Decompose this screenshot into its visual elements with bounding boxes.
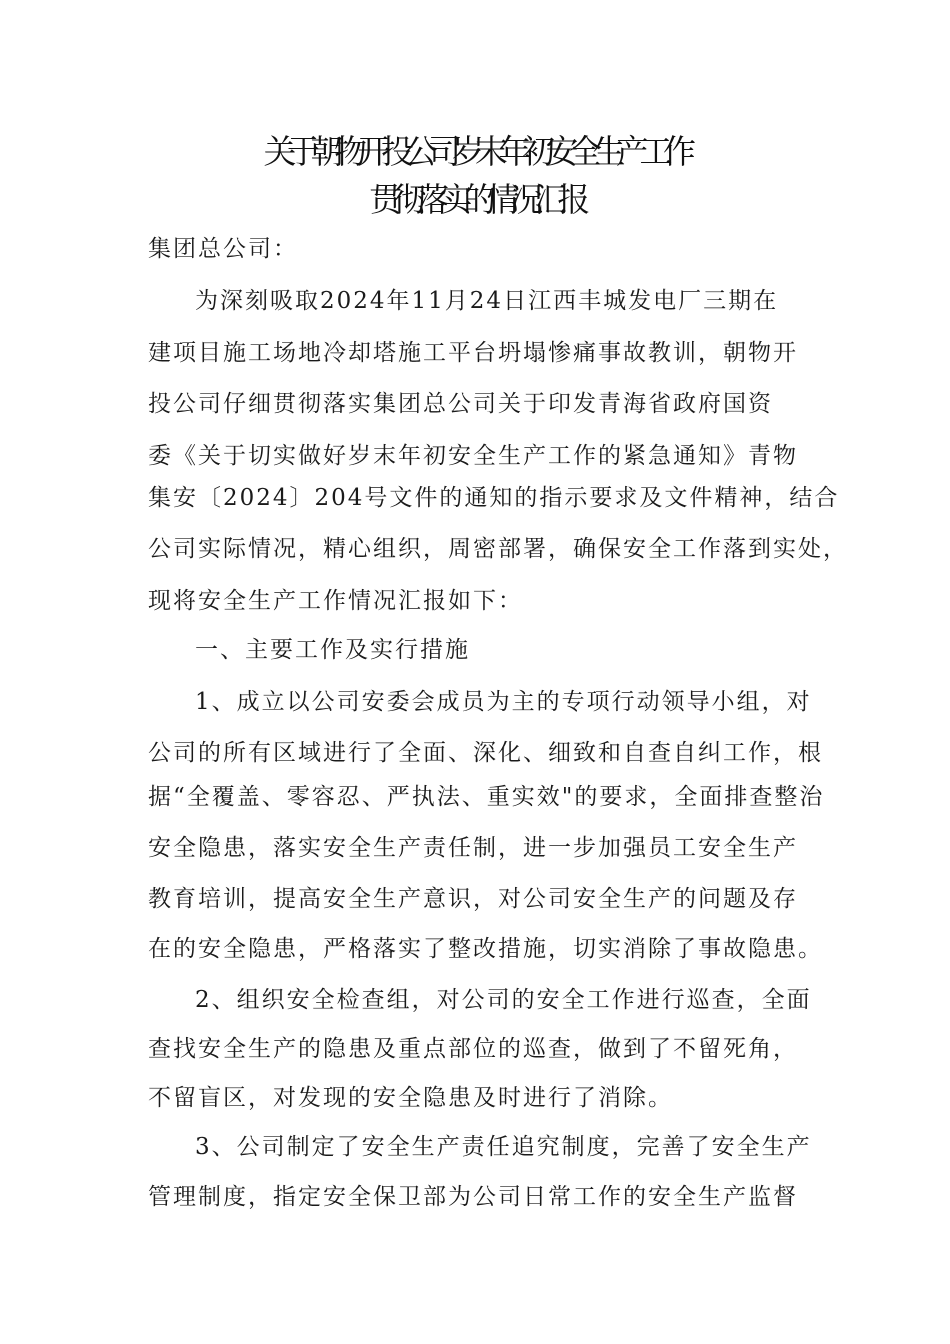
paragraph-line: 2、组织安全检查组，对公司的安全工作进行巡查，全面 xyxy=(195,987,812,1013)
paragraph-line: 建项目施工场地冷却塔施工平台坍塌惨痛事故教训，朝物开 xyxy=(148,340,798,366)
paragraph-line: 不留盲区，对发现的安全隐患及时进行了消除。 xyxy=(148,1085,673,1111)
paragraph-line: 教育培训，提高安全生产意识，对公司安全生产的问题及存 xyxy=(148,886,798,912)
paragraph-line: 安全隐患，落实安全生产责任制，进一步加强员工安全生产 xyxy=(148,835,798,861)
paragraph-line: 投公司仔细贯彻落实集团总公司关于印发青海省政府国资 xyxy=(148,391,773,417)
paragraph-line: 集安〔2024〕204号文件的通知的指示要求及文件精神，结合 xyxy=(148,485,840,511)
paragraph-line: 3、公司制定了安全生产责任追究制度，完善了安全生产 xyxy=(195,1134,812,1160)
document-title-line-1: 关于朝物开投公司岁末年初安全生产工作 xyxy=(263,132,687,171)
paragraph-line: 公司实际情况，精心组织，周密部署，确保安全工作落到实处， xyxy=(148,536,848,562)
salutation: 集团总公司： xyxy=(148,236,298,262)
paragraph-line: 在的安全隐患，严格落实了整改措施，切实消除了事故隐患。 xyxy=(148,936,823,962)
paragraph-line: 现将安全生产工作情况汇报如下： xyxy=(148,588,523,614)
paragraph-line: 查找安全生产的隐患及重点部位的巡查，做到了不留死角， xyxy=(148,1036,798,1062)
paragraph-line: 1、成立以公司安委会成员为主的专项行动领导小组，对 xyxy=(195,689,812,715)
section-heading: 一、主要工作及实行措施 xyxy=(195,637,470,663)
document-title-line-2: 贯彻落实的情况汇报 xyxy=(369,180,581,219)
paragraph-line: 为深刻吸取2024年11月24日江西丰城发电厂三期在 xyxy=(195,288,779,314)
paragraph-line: 管理制度，指定安全保卫部为公司日常工作的安全生产监督 xyxy=(148,1184,798,1210)
paragraph-line: 委《关于切实做好岁末年初安全生产工作的紧急通知》青物 xyxy=(148,443,798,469)
paragraph-line: 据“全覆盖、零容忍、严执法、重实效"的要求，全面排查整治 xyxy=(148,784,825,810)
paragraph-line: 公司的所有区域进行了全面、深化、细致和自查自纠工作，根 xyxy=(148,740,823,766)
